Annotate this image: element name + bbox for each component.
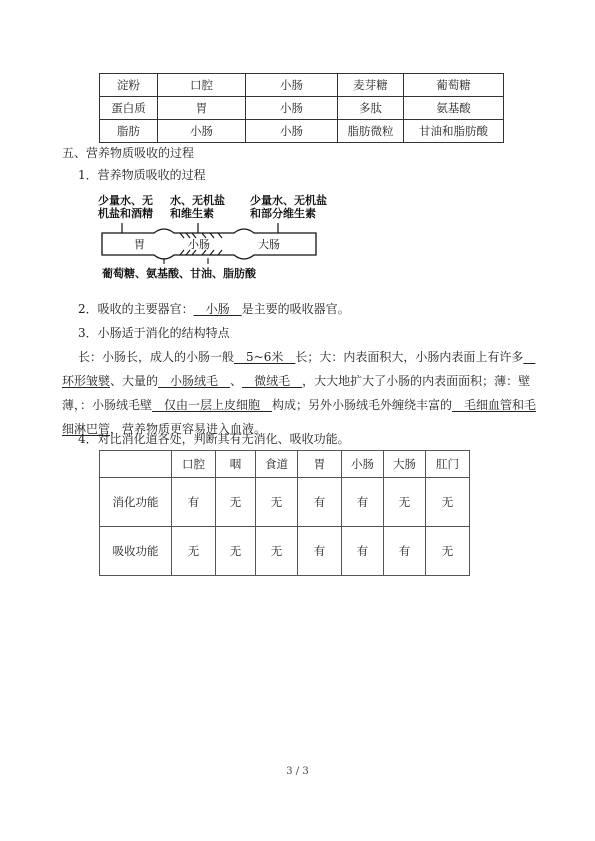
text-span: 薄，：小肠绒毛壁 [62,398,153,412]
label-large-intestine-absorbs-line2: 和部分维生素 [250,207,316,220]
table-cell: 无 [384,478,426,527]
table-cell: 蛋白质 [100,97,158,120]
digestion-table [99,73,504,143]
function-comparison-table [99,450,470,576]
item-1-title: 1．营养物质吸收的过程 [78,168,206,182]
table-cell: 有 [172,478,216,527]
table-cell: 有 [342,478,384,527]
table-header-cell: 咽 [216,451,256,478]
table-header-cell: 胃 [298,451,342,478]
item-3-title: 3．小肠适于消化的结构特点 [78,326,230,340]
answer-blank: __小肠绒毛__ [158,374,231,388]
table-cell: 有 [298,527,342,576]
item-4-title: 4．对比消化道各处，判断其有无消化、吸收功能。 [78,432,350,446]
answer-blank: __5~6米__ [234,350,296,364]
table-header-cell: 大肠 [384,451,426,478]
table-cell: 有 [298,478,342,527]
table-header-cell [100,451,172,478]
table-row [100,120,504,143]
answer-blank: __ [523,350,536,364]
text-span: 长；大：内表面积大，小肠内表面上有许多 [295,350,524,364]
section-heading: 五、营养物质吸收的过程 [62,146,195,160]
text-span: ，营养物质更容易进入血液。 [110,422,267,436]
table-header-cell: 口腔 [172,451,216,478]
table-header-cell: 食道 [256,451,298,478]
answer-blank: __微绒毛__ [242,374,303,388]
table-cell: 小肠 [246,74,338,97]
answer-blank: 环形皱襞 [62,374,111,388]
table-cell: 有 [384,527,426,576]
label-stomach-absorbs-line1: 少量水、无 [98,194,153,207]
table-cell: 淀粉 [100,74,158,97]
table-cell: 吸收功能 [100,527,172,576]
table-cell: 有 [342,527,384,576]
table-cell: 口腔 [158,74,246,97]
item-2-prefix: 2．吸收的主要器官： [78,302,194,316]
table-cell: 小肠 [158,120,246,143]
table-header-row [100,451,470,478]
table-header-cell: 小肠 [342,451,384,478]
table-row [100,97,504,120]
table-cell: 消化功能 [100,478,172,527]
absorption-diagram [98,194,328,280]
table-cell: 小肠 [246,120,338,143]
item-2-suffix: 是主要的吸收器官。 [241,302,350,316]
item-2-answer: __小肠__ [193,302,242,316]
label-small-intestine-absorbs-line2: 和维生素 [170,207,214,220]
table-cell: 无 [216,478,256,527]
table-cell: 多肽 [338,97,404,120]
table-cell: 无 [216,527,256,576]
item-2 [78,300,350,318]
table-cell: 氨基酸 [404,97,504,120]
digestive-tract-illustration [98,222,328,264]
table-cell: 葡萄糖 [404,74,504,97]
answer-blank: __毛细血管和毛 [452,398,537,412]
text-span: 、 [230,374,243,388]
answer-blank: 细淋巴管 [62,422,111,436]
organ-small-intestine-label: 小肠 [188,238,210,251]
label-large-intestine-absorbs-line1: 少量水、无机盐 [250,194,327,207]
answer-blank: __仅由一层上皮细胞__ [152,398,273,412]
table-cell: 胃 [158,97,246,120]
organ-large-intestine-label: 大肠 [258,238,280,251]
item-3-line-3 [62,396,536,414]
table-cell: 无 [256,478,298,527]
table-cell: 无 [426,527,470,576]
table-cell: 甘油和脂肪酸 [404,120,504,143]
table-row [100,527,470,576]
table-cell: 脂肪微粒 [338,120,404,143]
table-row [100,478,470,527]
label-stomach-absorbs-line2: 机盐和酒精 [98,207,153,220]
table-row [100,74,504,97]
table-header-cell: 肛门 [426,451,470,478]
text-span: 长：小肠长，成人的小肠一般 [78,350,235,364]
label-absorbed-nutrients: 葡萄糖、氨基酸、甘油、脂肪酸 [102,267,256,280]
table-cell: 麦芽糖 [338,74,404,97]
table-cell: 无 [256,527,298,576]
table-cell: 小肠 [246,97,338,120]
page-number: 3 / 3 [286,766,309,777]
item-3-line-2 [62,372,530,390]
label-small-intestine-absorbs-line1: 水、无机盐 [170,194,225,207]
text-span: 构成；另外小肠绒毛外缠绕丰富的 [272,398,453,412]
text-span: 、大量的 [110,374,159,388]
table-cell: 无 [172,527,216,576]
organ-stomach-label: 胃 [134,238,145,251]
table-cell: 脂肪 [100,120,158,143]
item-3-line-1 [78,348,535,366]
table-cell: 无 [426,478,470,527]
text-span: ，大大地扩大了小肠的内表面面积；薄：壁 [302,374,531,388]
